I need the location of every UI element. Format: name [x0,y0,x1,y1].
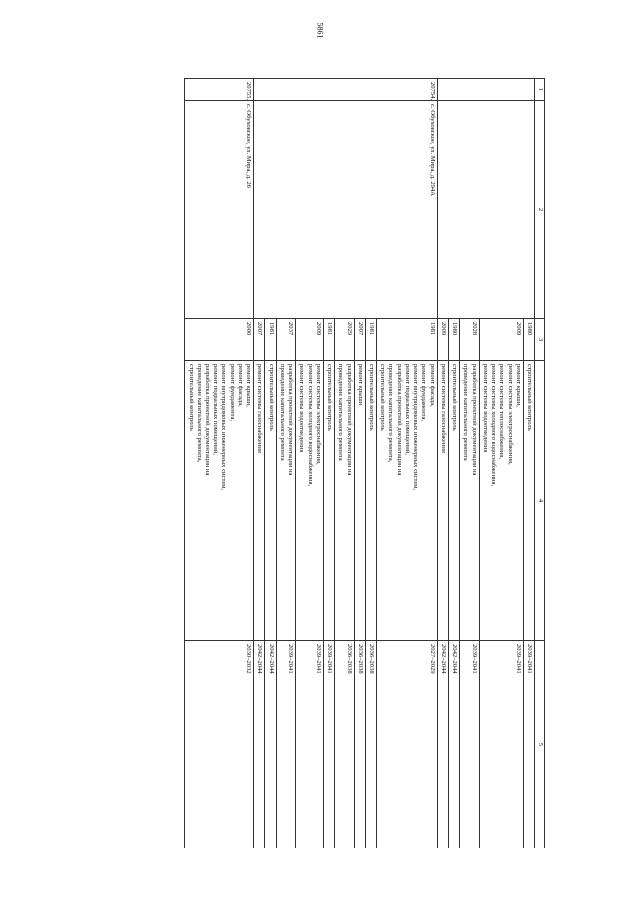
table-frame [75,78,545,848]
work-line: строительный контроль [451,364,459,431]
work-cell [335,361,354,641]
table-row [377,79,438,849]
work-line: строительный контроль [526,364,533,431]
header-col-1: 1 [535,79,545,101]
year-cell: 2009 [296,319,324,361]
work-line: разработка проектной документации на [470,364,478,476]
work-line: проведение капитального ремонта [462,364,470,461]
work-line: ремонт фундамента, [228,364,236,422]
work-line: ремонт фасада, [236,364,244,407]
work-line: проведение капитального ремонта [337,364,345,461]
work-line: ремонт системы электроснабжения, [314,364,322,465]
work-cell [323,361,334,641]
work-cell [377,361,438,641]
entry-number-cell: 20754. [254,79,437,101]
year-cell: 2009 [479,319,523,361]
work-line: ремонт подвальных помещений, [212,364,220,455]
work-line: ремонт системы холодного водоснабжения, [490,364,498,487]
work-line: строительный контроль [326,364,334,431]
work-line: проведение капитального ремонта, [387,364,395,463]
work-line: ремонт системы теплоснабжения, [498,364,506,459]
year-cell: 2029 [335,319,354,361]
period-cell: 2039–2041 [296,641,324,849]
header-col-3: 3 [535,319,545,361]
work-line: ремонт системы газоснабжения [439,364,447,453]
entry-number-cell [437,79,534,101]
work-line: ремонт внутридомовых инженерных систем, [412,364,420,491]
year-cell: 1981 [365,319,376,361]
work-line: ремонт системы водоотведения [481,364,489,453]
period-cell: 2042–2044 [254,641,265,849]
rotated-table-container [75,78,545,848]
work-line: ремонт фундамента, [420,364,428,422]
table-body [185,79,535,849]
work-cell [523,361,534,641]
work-line: ремонт системы водоотведения [298,364,306,453]
work-cell [365,361,376,641]
period-cell: 2036–2038 [354,641,365,849]
work-line: ремонт фасада, [428,364,436,407]
table-row [185,79,254,849]
work-line: разработка проектной документации на [287,364,295,476]
work-cell [460,361,479,641]
period-cell: 2039–2041 [276,641,295,849]
period-cell: 2042–2044 [265,641,276,849]
work-cell [296,361,324,641]
work-line: ремонт системы электроснабжения, [506,364,514,465]
work-line: строительный контроль [379,364,387,431]
period-cell: 2042–2044 [448,641,459,849]
year-cell: 2037 [276,319,295,361]
address-cell [437,101,534,319]
year-cell: 2009 [437,319,448,361]
year-cell: 2028 [460,319,479,361]
work-cell [448,361,459,641]
table-row [523,79,534,849]
work-line: строительный контроль [187,364,195,431]
work-cell [185,361,254,641]
year-cell: 2000 [185,319,254,361]
period-cell: 2042–2044 [437,641,448,849]
year-cell: 2007 [254,319,265,361]
work-line: разработка проектной документации на [204,364,212,476]
work-cell [354,361,365,641]
address-cell: с. Обуховское, ул. Мира, д. 294А [254,101,437,319]
address-cell: с. Обуховское, ул. Мира, д. 26 [185,101,254,319]
header-col-5: 5 [535,641,545,849]
header-col-4: 4 [535,361,545,641]
work-cell [254,361,265,641]
period-cell: 2039–2041 [479,641,523,849]
work-line: проведение капитального ремонта, [195,364,203,463]
header-col-2: 2 [535,101,545,319]
work-line: ремонт крыши [356,364,364,406]
work-line: строительный контроль [368,364,376,431]
work-cell [265,361,276,641]
repair-schedule-table [184,78,545,848]
work-line: строительный контроль [267,364,275,431]
year-cell: 1980 [448,319,459,361]
period-cell: 2039–2041 [523,641,534,849]
work-cell [479,361,523,641]
work-line: проведение капитального ремонта [278,364,286,461]
header-row [535,79,545,849]
work-cell [276,361,295,641]
year-cell: 2007 [354,319,365,361]
year-cell: 1981 [377,319,438,361]
period-cell: 2027–2029 [377,641,438,849]
work-cell [437,361,448,641]
page-number: 5861 [315,22,325,39]
period-cell: 2030–2032 [185,641,254,849]
work-line: ремонт подвальных помещений, [403,364,411,455]
work-line: ремонт крыши, [245,364,253,407]
year-cell: 1981 [323,319,334,361]
work-line: ремонт системы холодного водоснабжения, [306,364,314,487]
period-cell: 2036–2038 [365,641,376,849]
year-cell: 1981 [265,319,276,361]
work-line: ремонт крыши, [514,364,522,407]
year-cell: 1980 [523,319,534,361]
work-line: разработка проектной документации на [345,364,353,476]
work-line: ремонт системы газоснабжения [256,364,264,453]
work-line: разработка проектной документации на [395,364,403,476]
period-cell: 2039–2041 [460,641,479,849]
period-cell: 2036–2038 [335,641,354,849]
period-cell: 2039–2041 [323,641,334,849]
entry-number-cell: 20755. [185,79,254,101]
work-line: ремонт внутридомовых инженерных систем, [220,364,228,491]
